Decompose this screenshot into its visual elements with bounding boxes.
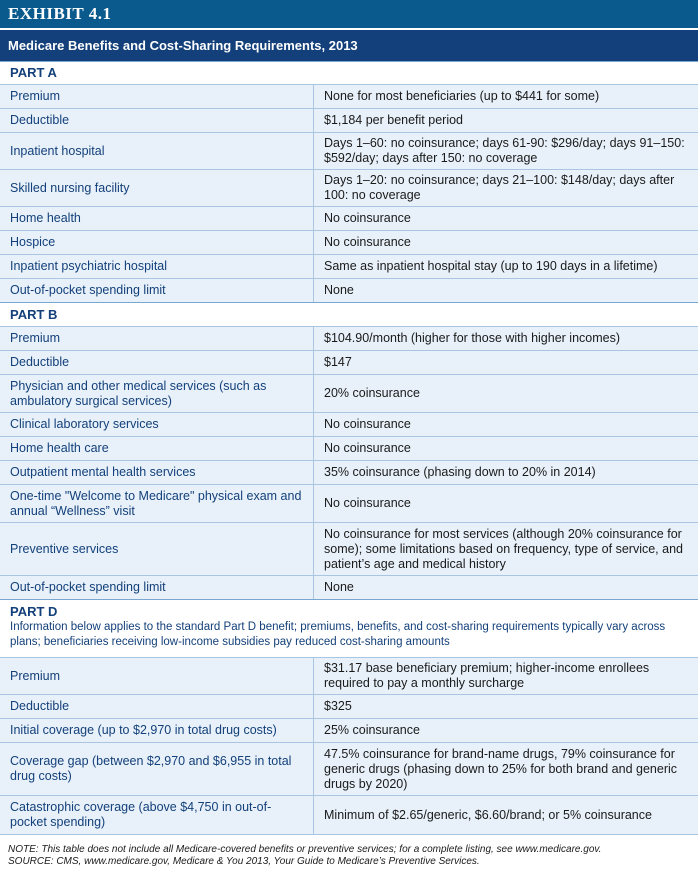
row-label: One-time "Welcome to Medicare" physical exam and annual “Wellness” visit [0, 485, 314, 522]
row-label: Out-of-pocket spending limit [0, 279, 314, 302]
row-value: $1,184 per benefit period [324, 113, 463, 127]
table-row [0, 132, 698, 169]
table-row [0, 254, 698, 278]
row-value: None [324, 580, 354, 594]
table-row [0, 230, 698, 254]
row-value: Minimum of $2.65/generic, $6.60/brand; or 5% coinsurance [324, 807, 652, 822]
row-value: $31.17 base beneficiary premium; higher-income enrollees required to pay a monthly surcharge [324, 661, 650, 690]
section-part-d [0, 599, 698, 657]
row-value: $104.90/month (higher for those with higher incomes) [324, 331, 620, 345]
row-label: Outpatient mental health services [0, 461, 314, 484]
row-label: Hospice [0, 231, 314, 254]
table-row [0, 795, 698, 834]
section-title: PART B [10, 307, 58, 322]
note-text: NOTE: This table does not include all Medicare-covered benefits or preventive services; for a complete listing, see www.medicare.gov. [8, 844, 602, 855]
table-row [0, 657, 698, 694]
row-label: Preventive services [0, 523, 314, 575]
source-text: SOURCE: CMS, www.medicare.gov, Medicare & You 2013, Your Guide to Medicare’s Preventive Services. [8, 856, 480, 867]
row-value: 25% coinsurance [324, 723, 420, 737]
section-part-b [0, 302, 698, 326]
row-value: No coinsurance [324, 441, 411, 455]
table-row [0, 484, 698, 522]
table-row [0, 694, 698, 718]
row-label: Home health care [0, 437, 314, 460]
row-value: 20% coinsurance [324, 386, 420, 400]
table-row [0, 522, 698, 575]
row-label: Deductible [0, 695, 314, 718]
table-row [0, 278, 698, 302]
table-row [0, 718, 698, 742]
table-row [0, 575, 698, 599]
table-title: Medicare Benefits and Cost-Sharing Requirements, 2013 [0, 30, 698, 61]
table-row [0, 206, 698, 230]
row-value: None [324, 283, 354, 297]
row-label: Out-of-pocket spending limit [0, 576, 314, 599]
table-row [0, 412, 698, 436]
exhibit-number: EXHIBIT 4.1 [0, 0, 698, 28]
row-label: Inpatient psychiatric hospital [0, 255, 314, 278]
row-value: None for most beneficiaries (up to $441 for some) [324, 89, 600, 103]
row-label: Premium [0, 658, 314, 694]
row-value: No coinsurance for most services (although 20% coinsurance for some); some limitations based on frequency, type of service, and patient’s age and medical history [324, 526, 683, 571]
row-label: Home health [0, 207, 314, 230]
footnotes [8, 844, 698, 868]
row-value: Same as inpatient hospital stay (up to 190 days in a lifetime) [324, 259, 658, 273]
table-row [0, 374, 698, 412]
table-row [0, 742, 698, 795]
table-row [0, 436, 698, 460]
row-value: No coinsurance [324, 496, 411, 510]
section-part-a [0, 61, 698, 84]
table-row [0, 326, 698, 350]
row-value: Days 1–60: no coinsurance; days 61-90: $296/day; days 91–150: $592/day; days after 150: no coverage [324, 136, 685, 165]
row-label: Clinical laboratory services [0, 413, 314, 436]
row-value: 47.5% coinsurance for brand-name drugs, 79% coinsurance for generic drugs (phasing down to 25% for both brand and generic drugs by 2020) [324, 746, 678, 791]
table-row [0, 84, 698, 108]
row-value: Days 1–20: no coinsurance; days 21–100: $148/day; days after 100: no coverage [324, 173, 675, 202]
table-bottom-rule [0, 834, 698, 835]
section-title: PART A [10, 65, 57, 80]
row-value: No coinsurance [324, 235, 411, 249]
section-title: PART D [10, 604, 58, 619]
table-row [0, 108, 698, 132]
row-label: Skilled nursing facility [0, 170, 314, 206]
row-label: Premium [0, 85, 314, 108]
row-label: Catastrophic coverage (above $4,750 in out-of-pocket spending) [0, 796, 314, 834]
row-label: Inpatient hospital [0, 133, 314, 169]
table-row [0, 350, 698, 374]
table-row [0, 169, 698, 206]
row-label: Deductible [0, 109, 314, 132]
row-value: No coinsurance [324, 211, 411, 225]
row-value: $325 [324, 699, 352, 713]
row-value: $147 [324, 355, 352, 369]
section-note: Information below applies to the standard Part D benefit; premiums, benefits, and cost-sharing requirements typically vary across plans; beneficiaries receiving low-income subsidies pay reduced cost-sharing amounts [10, 621, 666, 648]
row-label: Coverage gap (between $2,970 and $6,955 in total drug costs) [0, 743, 314, 795]
table-row [0, 460, 698, 484]
row-label: Physician and other medical services (such as ambulatory surgical services) [0, 375, 314, 412]
row-label: Deductible [0, 351, 314, 374]
row-value: 35% coinsurance (phasing down to 20% in 2014) [324, 465, 596, 479]
row-value: No coinsurance [324, 417, 411, 431]
row-label: Premium [0, 327, 314, 350]
row-label: Initial coverage (up to $2,970 in total drug costs) [0, 719, 314, 742]
